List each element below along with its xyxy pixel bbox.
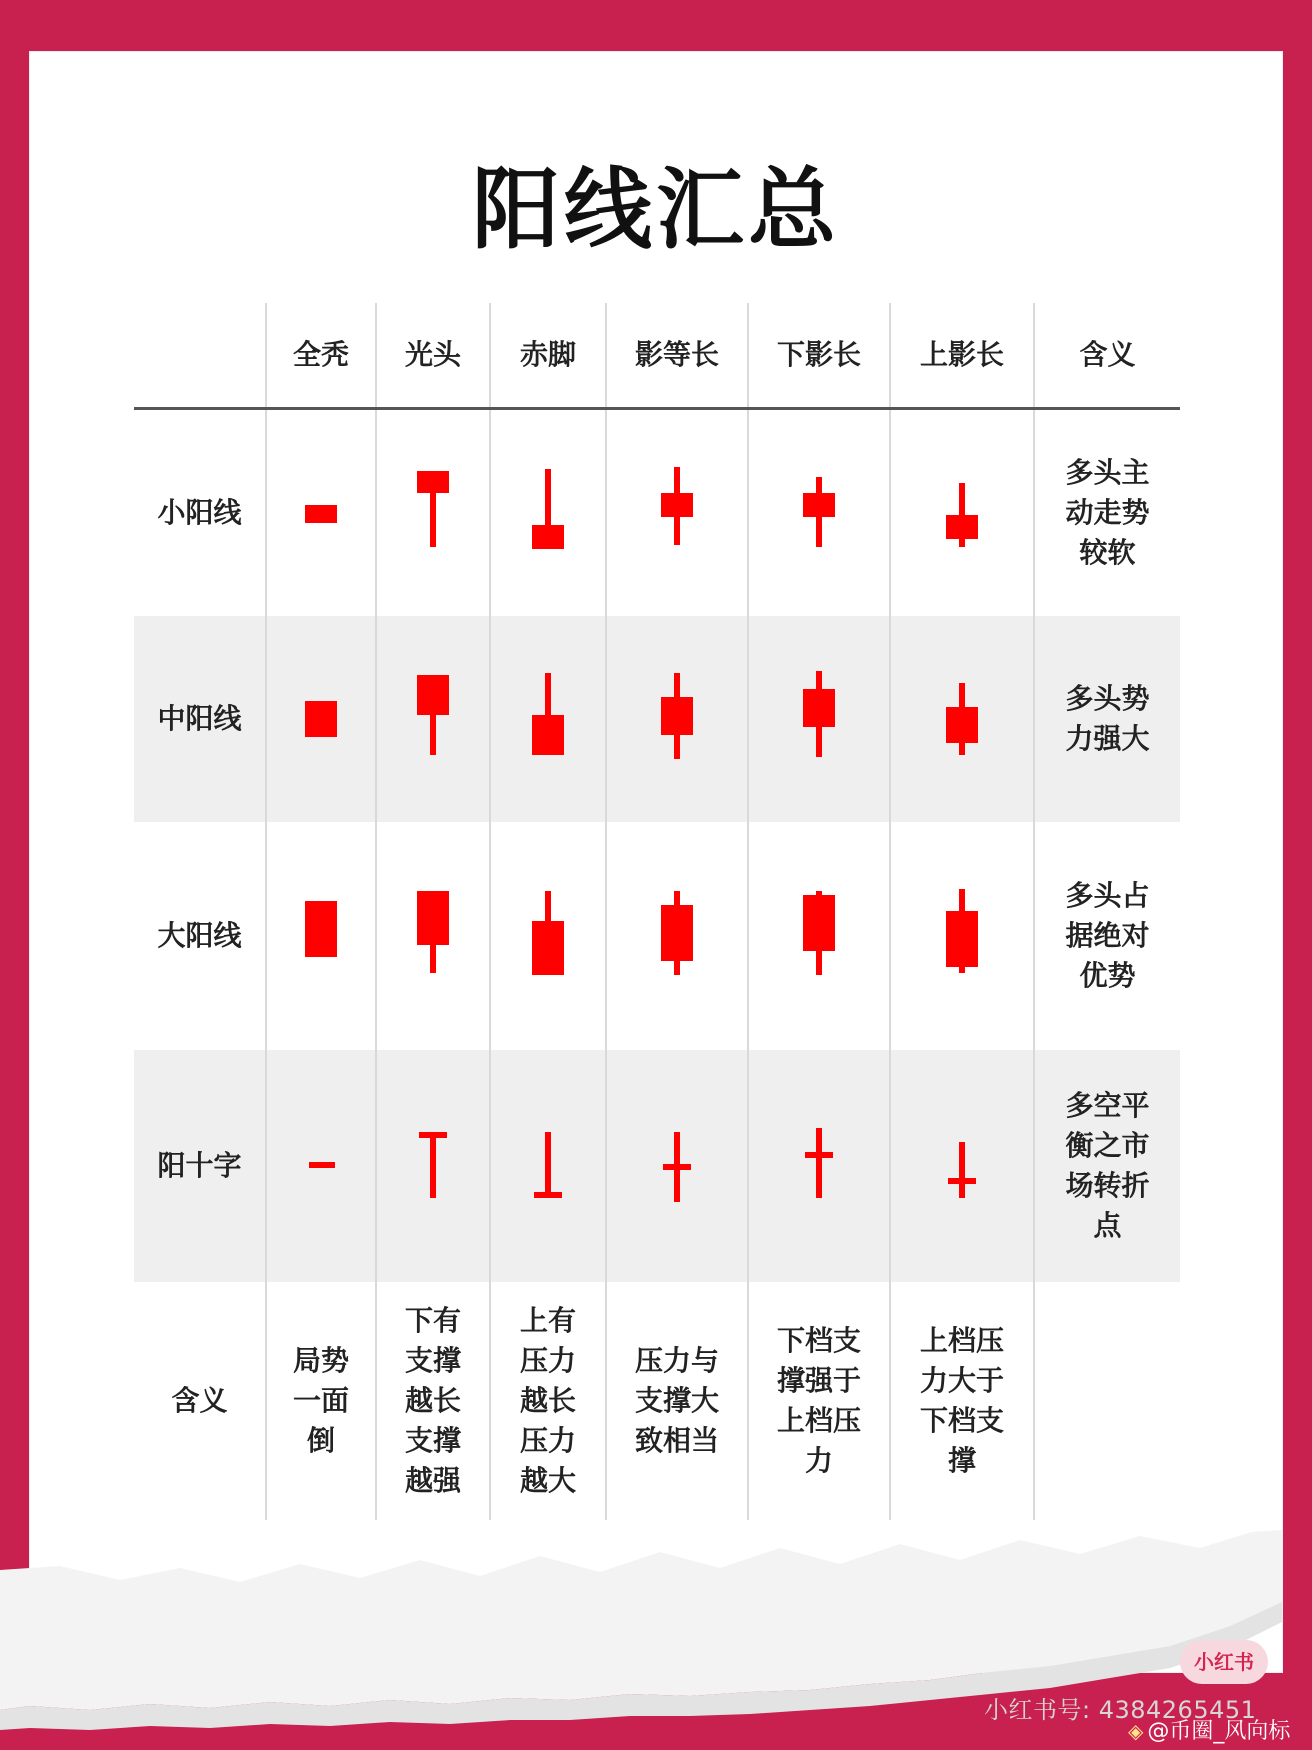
row-label: 阳十字 xyxy=(134,1050,266,1282)
candle-icon xyxy=(942,881,982,991)
meaning-line: 多头主 xyxy=(1065,456,1150,489)
meaning-line: 越大 xyxy=(519,1464,576,1497)
candle-cell xyxy=(490,1050,606,1282)
meaning-cell xyxy=(748,1282,890,1520)
candle-icon xyxy=(657,463,697,563)
row-meaning xyxy=(1034,616,1180,822)
meaning-line: 支撑 xyxy=(404,1344,461,1377)
meaning-line: 较软 xyxy=(1079,536,1136,569)
meaning-cell xyxy=(890,1282,1034,1520)
meaning-line: 多头占 xyxy=(1065,879,1150,912)
meaning-line: 多空平 xyxy=(1065,1089,1150,1122)
header-col-guangtou: 光头 xyxy=(376,303,490,409)
candle-icon xyxy=(301,669,341,769)
meaning-line: 下有 xyxy=(404,1304,461,1337)
candle-cell xyxy=(606,1050,748,1282)
candle-cell xyxy=(376,616,490,822)
candle-icon xyxy=(413,669,453,769)
candle-icon xyxy=(799,1126,839,1206)
meaning-line: 越长 xyxy=(404,1384,461,1417)
header-col-meaning: 含义 xyxy=(1034,303,1180,409)
meaning-cell xyxy=(376,1282,490,1520)
candlestick-table xyxy=(134,303,1180,1520)
meaning-line: 一面 xyxy=(292,1384,349,1417)
meaning-line: 倒 xyxy=(306,1424,335,1457)
candle-icon xyxy=(942,669,982,769)
header-col-chijiao: 赤脚 xyxy=(490,303,606,409)
row-small-yang xyxy=(134,409,1180,617)
candle-icon xyxy=(799,881,839,991)
candle-cell xyxy=(490,616,606,822)
candle-icon xyxy=(942,1126,982,1206)
header-col-long-lower: 下影长 xyxy=(748,303,890,409)
meaning-line: 上档压 xyxy=(919,1324,1004,1357)
candle-icon xyxy=(799,669,839,769)
meaning-line: 力强大 xyxy=(1065,722,1150,755)
meaning-line: 压力与 xyxy=(634,1344,719,1377)
account-watermark: 小红书号: 4384265451 xyxy=(984,1696,1257,1724)
candle-cell xyxy=(606,822,748,1050)
header-col-long-upper: 上影长 xyxy=(890,303,1034,409)
candle-icon xyxy=(657,669,697,769)
candle-icon xyxy=(657,1126,697,1206)
candle-icon xyxy=(301,463,341,563)
page-title: 阳线汇总 xyxy=(471,158,840,261)
candle-cell xyxy=(890,1050,1034,1282)
meaning-line: 越长 xyxy=(519,1384,576,1417)
row-label: 小阳线 xyxy=(134,409,266,617)
candle-icon xyxy=(942,463,982,563)
candle-cell xyxy=(748,409,890,617)
meaning-cell xyxy=(266,1282,376,1520)
meaning-line: 压力 xyxy=(519,1344,576,1377)
meaning-line: 优势 xyxy=(1079,959,1136,992)
row-meaning xyxy=(1034,1050,1180,1282)
candle-icon xyxy=(413,881,453,991)
candle-icon xyxy=(528,881,568,991)
header-corner xyxy=(134,303,266,409)
meaning-line: 支撑大 xyxy=(634,1384,719,1417)
candle-cell xyxy=(490,409,606,617)
candle-cell xyxy=(890,409,1034,617)
candle-icon xyxy=(413,1126,453,1206)
row-mid-yang xyxy=(134,616,1180,822)
meaning-line: 上档压 xyxy=(776,1404,861,1437)
row-label: 大阳线 xyxy=(134,822,266,1050)
row-label: 含义 xyxy=(134,1282,266,1520)
source-credit xyxy=(1128,1714,1290,1745)
header-col-equal-shadow: 影等长 xyxy=(606,303,748,409)
candle-icon xyxy=(528,1126,568,1206)
row-label: 中阳线 xyxy=(134,616,266,822)
meaning-cell-empty xyxy=(1034,1282,1180,1520)
candle-icon xyxy=(799,463,839,563)
meaning-line: 衡之市 xyxy=(1065,1129,1150,1162)
candle-cell xyxy=(376,409,490,617)
candle-cell xyxy=(606,616,748,822)
candle-cell xyxy=(890,616,1034,822)
xiaohongshu-badge[interactable]: 小红书 xyxy=(1180,1640,1268,1684)
header-col-quantu: 全秃 xyxy=(266,303,376,409)
candle-icon xyxy=(528,669,568,769)
candle-icon xyxy=(301,881,341,991)
row-big-yang xyxy=(134,822,1180,1050)
candle-cell xyxy=(376,822,490,1050)
meaning-line: 撑 xyxy=(947,1444,976,1477)
source-credit-text: @币圈_风向标 xyxy=(1147,1719,1291,1744)
meaning-line: 多头势 xyxy=(1065,682,1150,715)
candle-cell xyxy=(376,1050,490,1282)
row-yang-cross xyxy=(134,1050,1180,1282)
meaning-line: 下档支 xyxy=(919,1404,1004,1437)
meaning-line: 撑强于 xyxy=(776,1364,861,1397)
diamond-logo-icon: ◈ xyxy=(1128,1719,1144,1743)
meaning-line: 致相当 xyxy=(634,1424,719,1457)
candle-cell xyxy=(266,616,376,822)
candle-cell xyxy=(748,1050,890,1282)
candle-cell xyxy=(748,822,890,1050)
row-meaning xyxy=(1034,409,1180,617)
meaning-line: 据绝对 xyxy=(1065,919,1150,952)
meaning-line: 支撑 xyxy=(404,1424,461,1457)
candle-icon xyxy=(528,463,568,563)
candle-cell xyxy=(748,616,890,822)
candle-cell xyxy=(266,822,376,1050)
meaning-line: 越强 xyxy=(404,1464,461,1497)
meaning-line: 力大于 xyxy=(919,1364,1004,1397)
meaning-line: 动走势 xyxy=(1065,496,1150,529)
meaning-line: 力 xyxy=(804,1444,833,1477)
candle-cell xyxy=(266,409,376,617)
candle-cell xyxy=(890,822,1034,1050)
meaning-cell xyxy=(606,1282,748,1520)
row-meaning xyxy=(1034,822,1180,1050)
meaning-line: 下档支 xyxy=(776,1324,861,1357)
candle-icon xyxy=(301,1126,341,1206)
candle-cell xyxy=(606,409,748,617)
candle-icon xyxy=(413,463,453,563)
meaning-cell xyxy=(490,1282,606,1520)
meaning-line: 点 xyxy=(1093,1209,1122,1242)
candle-cell xyxy=(490,822,606,1050)
meaning-line: 上有 xyxy=(519,1304,576,1337)
row-meaning-summary xyxy=(134,1282,1180,1520)
candle-cell xyxy=(266,1050,376,1282)
meaning-line: 场转折 xyxy=(1065,1169,1150,1202)
header-row xyxy=(134,303,1180,409)
candle-icon xyxy=(657,881,697,991)
meaning-line: 局势 xyxy=(292,1344,349,1377)
meaning-line: 压力 xyxy=(519,1424,576,1457)
